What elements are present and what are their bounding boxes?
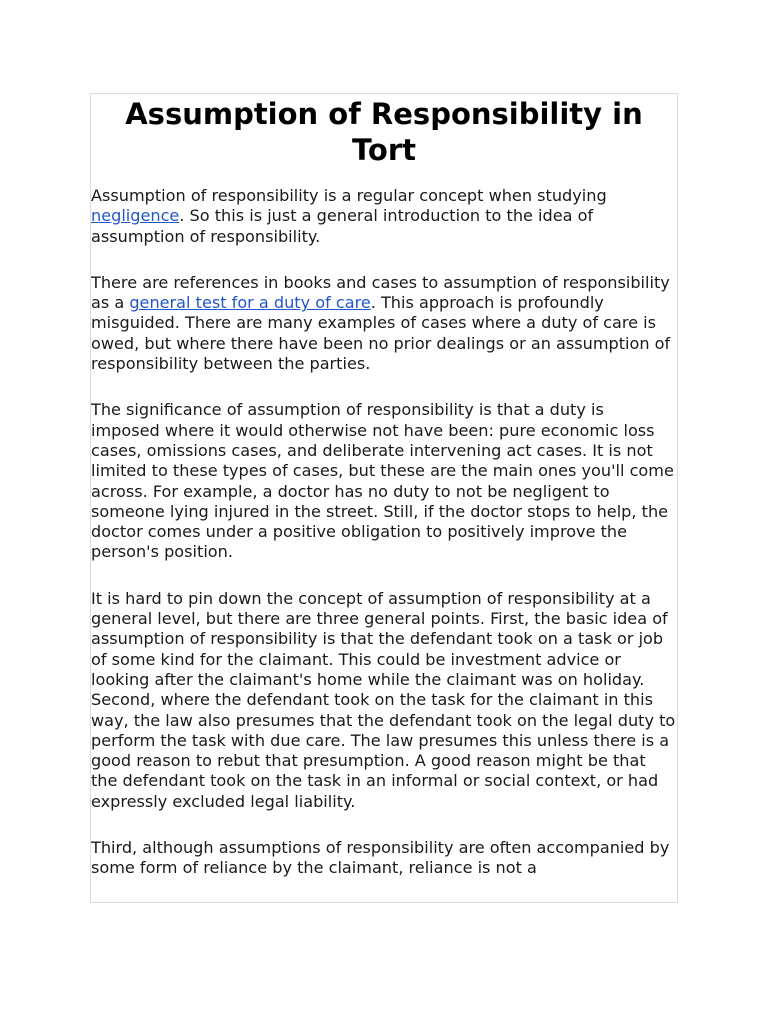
paragraph-reliance: Third, although assumptions of responsibility are often accompanied by some form of reliance by the claimant, reliance is not a: [91, 838, 670, 878]
paragraph-text: . So this is just a general introduction to the idea of assumption of responsibility.: [91, 206, 594, 246]
page-title: Assumption of Responsibility in Tort: [125, 97, 643, 167]
paragraph-text: There are references in books and cases to assumption of responsibility as a: [91, 272, 670, 313]
duty-of-care-link[interactable]: general test for a duty of care: [129, 293, 371, 313]
paragraph-text: . This approach is profoundly misguided. There are many examples of cases where a duty of care is owed, but where there have been no prior dealings or an assumption of responsibility between the parties.: [91, 293, 671, 374]
paragraph-significance: The significance of assumption of responsibility is that a duty is imposed where it would otherwise not have been: pure economic loss cases, omissions cases, and deliberate intervening act cases. It is not limited to these types of cases, but these are the main ones you'll come across. For example, a doctor has no duty to not be negligent to someone lying injured in the street. Still, if the doctor stops to help, the doctor comes under a positive obligation to positively improve the person's position.: [91, 400, 674, 562]
negligence-link[interactable]: negligence: [91, 206, 180, 226]
paragraph-references: [91, 273, 677, 374]
paragraph-general-points: It is hard to pin down the concept of assumption of responsibility at a general level, but there are three general points. First, the basic idea of assumption of responsibility is that the defendant took on a task or job of some kind for the claimant. This could be investment advice or looking after the claimant's home while the claimant was on holiday. Second, where the defendant took on the task for the claimant in this way, the law also presumes that the defendant took on the legal duty to perform the task with due care. The law presumes this unless there is a good reason to rebut that presumption. A good reason might be that the defendant took on the task in an informal or social context, or had expressly excluded legal liability.: [91, 588, 676, 811]
document-page: [90, 93, 678, 903]
paragraph-text: Assumption of responsibility is a regular concept when studying: [91, 186, 607, 205]
paragraph-intro: [91, 186, 677, 247]
